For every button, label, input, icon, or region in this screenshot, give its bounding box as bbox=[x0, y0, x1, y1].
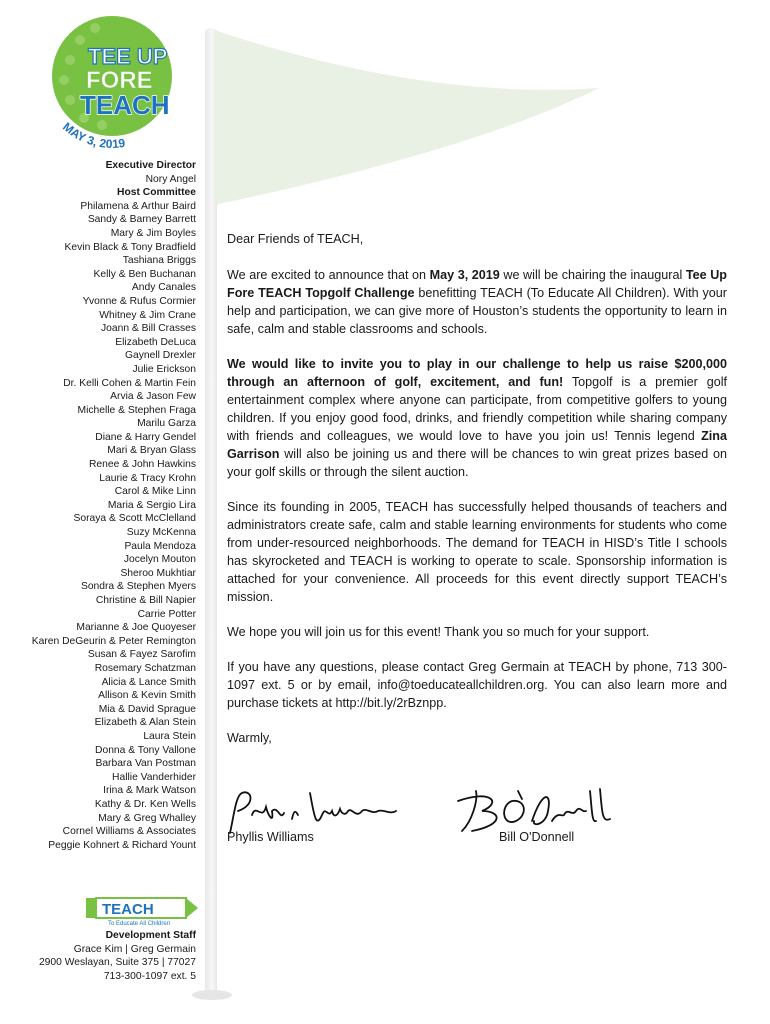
logo-line-2: FORE bbox=[86, 67, 153, 94]
development-staff bbox=[0, 929, 196, 983]
host-committee-member: Soraya & Scott McClelland bbox=[73, 513, 196, 525]
letter-paragraph-2: We would like to invite you to play in our challenge to help us raise $200,000 through an afternoon of golf, excitement, and fun! Topgolf is a premier golf entertainment complex where anyone can participate, from competitive golfers to young children. If you enjoy good food, drinks, and friendly competition while sharing company with friends and colleagues, we would love to have you join us! Tennis legend Zina Garrison will also be joining us and there will be chances to win great prizes based on your golf skills or through the silent auction. bbox=[227, 357, 728, 479]
letter-body bbox=[227, 230, 727, 764]
letter-paragraph-1: We are excited to announce that on May 3, 2019 we will be chairing the inaugural Tee Up Fore TEACH Topgolf Challenge benefitting TEACH (To Educate All Children). With your help and participation, we can give more of Houston’s students the opportunity to learn in safe, calm and stable classrooms and schools. bbox=[227, 268, 727, 336]
host-committee-member: Sheroo Mukhtiar bbox=[120, 567, 196, 579]
green-flag bbox=[214, 30, 604, 205]
host-committee-member: Karen DeGeurin & Peter Remington bbox=[31, 635, 196, 647]
invitation-headline: We would like to invite you to play in our challenge to help us raise $200,000 through an afternoon of golf, excitement, and fun! bbox=[227, 357, 727, 389]
host-committee-member: Renee & John Hawkins bbox=[88, 459, 196, 471]
letter-paragraph-4: We hope you will join us for this event! Thank you so much for your support. bbox=[227, 625, 650, 639]
host-committee-member: Arvia & Jason Few bbox=[110, 391, 196, 403]
host-committee-member: Peggie Kohnert & Richard Yount bbox=[48, 839, 196, 851]
host-committee-member: Allison & Kevin Smith bbox=[98, 690, 196, 702]
host-committee-member: Alicia & Lance Smith bbox=[101, 676, 196, 688]
executive-director-name: Nory Angel bbox=[145, 173, 196, 185]
development-staff-label: Development Staff bbox=[105, 930, 196, 941]
logo-line-3: TEACH bbox=[80, 90, 170, 120]
host-committee-member: Kelly & Ben Buchanan bbox=[93, 268, 196, 280]
sidebar-committee bbox=[0, 159, 196, 852]
host-committee-member: Julie Erickson bbox=[132, 363, 196, 375]
host-committee-member: Rosemary Schatzman bbox=[94, 662, 196, 674]
logo-line-1: TEE UP bbox=[88, 44, 168, 69]
flag-pole-base bbox=[192, 990, 232, 1000]
signatures bbox=[222, 785, 742, 855]
host-committee-member: Irina & Mark Watson bbox=[103, 785, 196, 797]
signer-1-name: Phyllis Williams bbox=[227, 830, 314, 844]
host-committee-member: Sondra & Stephen Myers bbox=[80, 581, 196, 593]
host-committee-member: Michelle & Stephen Fraga bbox=[77, 404, 196, 416]
host-committee-member: Gaynell Drexler bbox=[125, 350, 196, 362]
host-committee-member: Joann & Bill Crasses bbox=[101, 323, 196, 335]
host-committee-member: Mary & Greg Whalley bbox=[98, 812, 196, 824]
host-committee-member: Sandy & Barney Barrett bbox=[87, 214, 196, 226]
host-committee-member: Marianne & Joe Quoyeser bbox=[76, 622, 196, 634]
teach-logo-tagline: To Educate All Children bbox=[108, 921, 171, 926]
host-committee-member: Philamena & Arthur Baird bbox=[80, 200, 196, 212]
signer-2-name: Bill O'Donnell bbox=[499, 830, 575, 844]
host-committee-member: Carol & Mike Linn bbox=[114, 486, 196, 498]
letter-paragraph-3: Since its founding in 2005, TEACH has successfully helped thousands of teachers and administrators create safe, calm and stable learning environments for students who come from under-resourced neighborhoods. The demand for TEACH in HISD’s Title I schools has skyrocketed and TEACH is working to operate to scale. Sponsorship information is attached for your convenience. All proceeds for this event directly support TEACH’s mission. bbox=[227, 500, 727, 604]
teach-logo-name: TEACH bbox=[102, 901, 154, 918]
host-committee-member: Mary & Jim Boyles bbox=[110, 227, 196, 239]
host-committee-member: Suzy McKenna bbox=[126, 527, 196, 539]
host-committee-member: Mari & Bryan Glass bbox=[107, 445, 196, 457]
host-committee-member: Elizabeth DeLuca bbox=[115, 336, 196, 348]
event-date: May 3, 2019 bbox=[429, 268, 500, 282]
teach-logo bbox=[86, 896, 198, 926]
host-committee-member: Laura Stein bbox=[143, 730, 196, 742]
logo-date: MAY 3, 2019 bbox=[60, 119, 127, 151]
host-committee-member: Diane & Harry Gendel bbox=[95, 431, 196, 443]
host-committee-member: Maria & Sergio Lira bbox=[107, 499, 196, 511]
development-staff-names: Grace Kim | Greg Germain bbox=[73, 943, 196, 955]
host-committee-member: Andy Canales bbox=[131, 282, 196, 294]
letter-closing: Warmly, bbox=[227, 731, 272, 745]
host-committee-list bbox=[0, 200, 196, 853]
event-name: Tee Up Fore TEACH Topgolf Challenge bbox=[227, 268, 727, 300]
host-committee-member: Mia & David Sprague bbox=[98, 703, 196, 715]
host-committee-member: Elizabeth & Alan Stein bbox=[94, 717, 196, 729]
letter-paragraph-5: If you have any questions, please contact Greg Germain at TEACH by phone, 713 300-1097 ext. 5 or by email, info@toeducateallchildren.org. You can also learn more and purchase tickets at http://bit.ly/2rBznpp. bbox=[227, 660, 727, 710]
host-committee-member: Whitney & Jim Crane bbox=[99, 309, 196, 321]
host-committee-member: Donna & Tony Vallone bbox=[95, 744, 196, 756]
host-committee-member: Kathy & Dr. Ken Wells bbox=[94, 798, 196, 810]
host-committee-member: Dr. Kelli Cohen & Martin Fein bbox=[63, 377, 196, 389]
guest-name: Zina Garrison bbox=[227, 429, 727, 461]
development-phone: 713-300-1097 ext. 5 bbox=[103, 970, 196, 982]
host-committee-member: Hallie Vanderhider bbox=[112, 771, 196, 783]
host-committee-member: Kevin Black & Tony Bradfield bbox=[64, 241, 196, 253]
host-committee-member: Barbara Van Postman bbox=[95, 758, 196, 770]
host-committee-member: Paula Mendoza bbox=[124, 540, 196, 552]
host-committee-label: Host Committee bbox=[117, 187, 196, 199]
host-committee-member: Marilu Garza bbox=[137, 418, 196, 430]
host-committee-member: Laurie & Tracy Krohn bbox=[99, 472, 196, 484]
host-committee-member: Christine & Bill Napier bbox=[95, 595, 196, 606]
host-committee-member: Cornel Williams & Associates bbox=[62, 826, 196, 838]
tee-up-fore-teach-logo bbox=[40, 10, 210, 170]
host-committee-member: Susan & Fayez Sarofim bbox=[87, 649, 196, 661]
host-committee-member: Yvonne & Rufus Cormier bbox=[82, 295, 196, 307]
letter-greeting: Dear Friends of TEACH, bbox=[227, 232, 364, 246]
host-committee-member: Jocelyn Mouton bbox=[123, 554, 196, 566]
development-address: 2900 Weslayan, Suite 375 | 77027 bbox=[38, 957, 196, 969]
host-committee-member: Tashiana Briggs bbox=[122, 255, 196, 267]
executive-director-label: Executive Director bbox=[105, 160, 196, 171]
host-committee-member: Carrie Potter bbox=[137, 608, 196, 620]
